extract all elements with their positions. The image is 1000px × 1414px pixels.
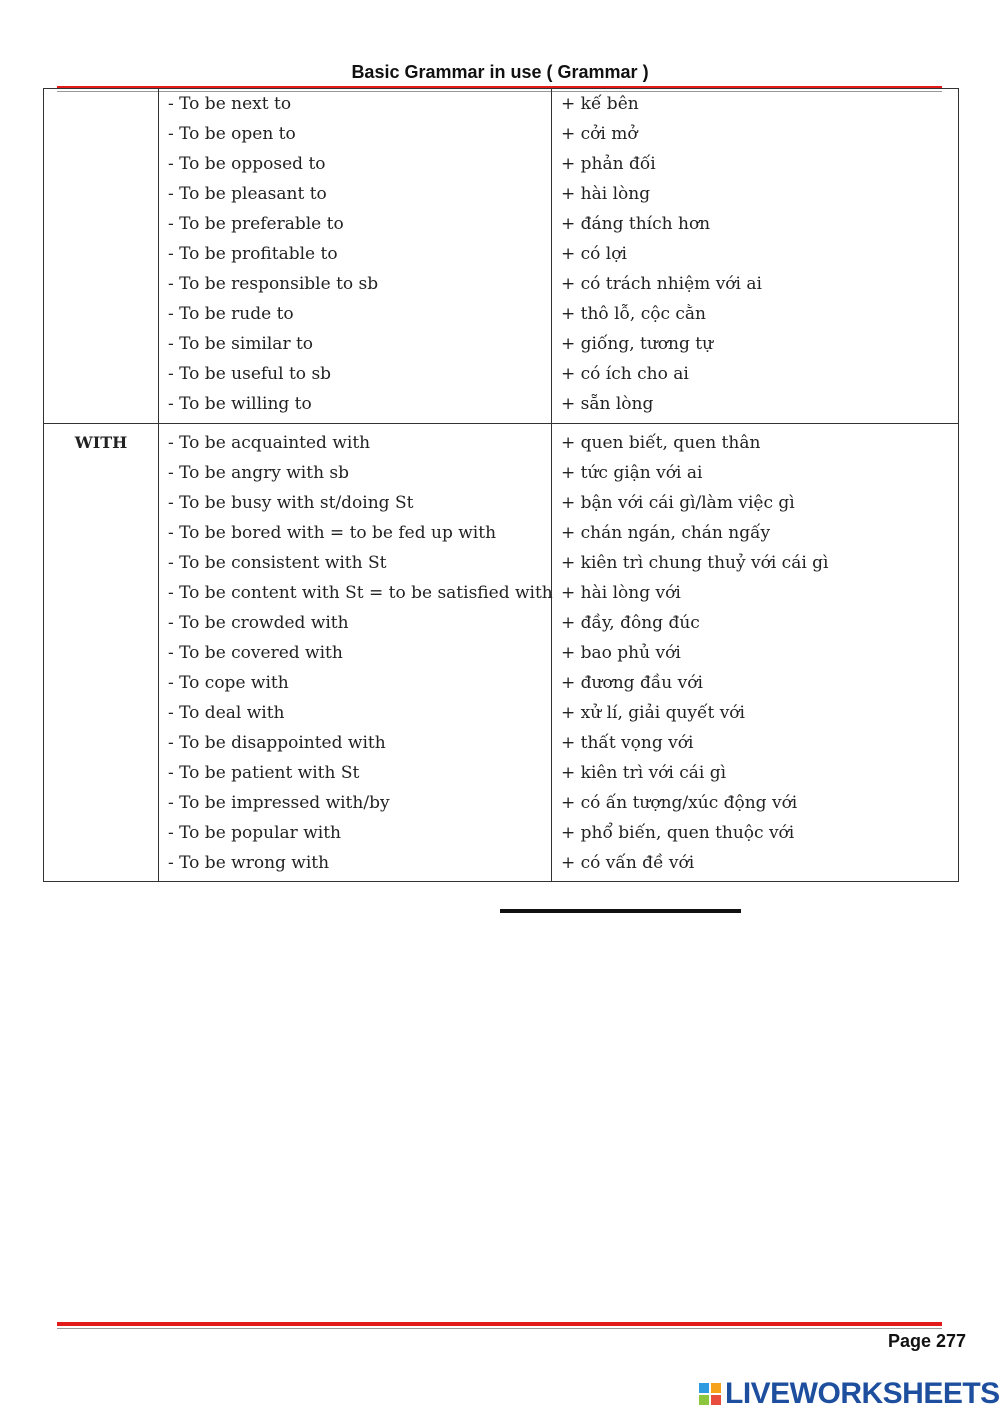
phrase-item: - To be bored with = to be fed up with <box>168 523 497 543</box>
meaning-item: + phản đối <box>561 154 656 174</box>
phrase-item: - To be patient with St <box>168 763 360 783</box>
meaning-item: + bận với cái gì/làm việc gì <box>561 493 795 513</box>
meaning-item: + có lợi <box>561 244 627 264</box>
phrase-item: - To be disappointed with <box>168 733 386 753</box>
phrase-item: - To be similar to <box>168 334 314 354</box>
phrase-item: - To be covered with <box>168 643 343 663</box>
meaning-list <box>552 89 959 424</box>
section-end-bar <box>500 909 741 913</box>
meaning-item: + thất vọng với <box>561 733 694 753</box>
meaning-list <box>552 424 959 882</box>
meaning-item: + giống, tương tự <box>561 334 714 354</box>
meaning-item: + đương đầu với <box>561 673 703 693</box>
logo-tile <box>698 1382 710 1394</box>
liveworksheets-logo[interactable] <box>698 1378 1000 1410</box>
footer-divider-shadow <box>57 1328 942 1329</box>
meaning-item: + tức giận với ai <box>561 463 703 483</box>
liveworksheets-wordmark: LIVEWORKSHEETS <box>725 1377 1000 1410</box>
phrase-item: - To be acquainted with <box>168 433 371 453</box>
meaning-item: + bao phủ với <box>561 643 681 663</box>
preposition-cell: WITH <box>44 424 159 882</box>
meaning-item: + chán ngán, chán ngấy <box>561 523 771 543</box>
page-header-title: Basic Grammar in use ( Grammar ) <box>351 62 649 82</box>
phrase-item: - To be crowded with <box>168 613 349 633</box>
phrase-item: - To cope with <box>168 673 289 693</box>
meaning-item: + có trách nhiệm với ai <box>561 274 762 294</box>
meaning-item: + quen biết, quen thân <box>561 433 761 453</box>
table-row <box>44 424 959 882</box>
phrase-item: - To be willing to <box>168 394 312 414</box>
meaning-item: + thô lỗ, cộc cằn <box>561 304 706 324</box>
phrase-item: - To be next to <box>168 94 292 114</box>
phrase-item: - To be pleasant to <box>168 184 327 204</box>
meaning-item: + phổ biến, quen thuộc với <box>561 823 795 843</box>
meaning-item: + đầy, đông đúc <box>561 613 700 633</box>
phrase-item: - To be profitable to <box>168 244 338 264</box>
meaning-item: + xử lí, giải quyết với <box>561 703 745 723</box>
phrase-item: - To be open to <box>168 124 296 144</box>
meaning-item: + kiên trì với cái gì <box>561 763 727 783</box>
meaning-item: + đáng thích hơn <box>561 214 711 234</box>
phrase-item: - To be consistent with St <box>168 553 387 573</box>
meaning-item: + cởi mở <box>561 124 638 144</box>
phrase-item: - To be impressed with/by <box>168 793 390 813</box>
meaning-item: + có ích cho ai <box>561 364 689 384</box>
logo-tile <box>710 1382 722 1394</box>
liveworksheets-logo-icon <box>698 1382 722 1406</box>
meaning-item: + có vấn đề với <box>561 853 695 873</box>
table-row <box>44 89 959 424</box>
phrase-item: - To be content with St = to be satisfied with <box>168 583 553 603</box>
meaning-item: + kiên trì chung thuỷ với cái gì <box>561 553 829 573</box>
logo-tile <box>698 1394 710 1406</box>
preposition-cell <box>44 89 159 424</box>
meaning-item: + có ấn tượng/xúc động với <box>561 793 798 813</box>
grammar-table <box>43 88 959 882</box>
phrase-list <box>159 89 552 424</box>
phrase-list <box>159 424 552 882</box>
meaning-item: + kế bên <box>561 94 639 114</box>
phrase-item: - To be wrong with <box>168 853 330 873</box>
phrase-item: - To be useful to sb <box>168 364 332 384</box>
footer-divider <box>57 1322 942 1326</box>
phrase-item: - To be responsible to sb <box>168 274 379 294</box>
phrase-item: - To be rude to <box>168 304 294 324</box>
logo-tile <box>710 1394 722 1406</box>
meaning-item: + sẵn lòng <box>561 394 654 414</box>
phrase-item: - To be angry with sb <box>168 463 350 483</box>
phrase-item: - To be opposed to <box>168 154 326 174</box>
phrase-item: - To be preferable to <box>168 214 344 234</box>
phrase-item: - To be busy with st/doing St <box>168 493 414 513</box>
phrase-item: - To be popular with <box>168 823 341 843</box>
page-number: Page 277 <box>887 1331 966 1351</box>
phrase-item: - To deal with <box>168 703 285 723</box>
meaning-item: + hài lòng <box>561 184 651 204</box>
meaning-item: + hài lòng với <box>561 583 681 603</box>
